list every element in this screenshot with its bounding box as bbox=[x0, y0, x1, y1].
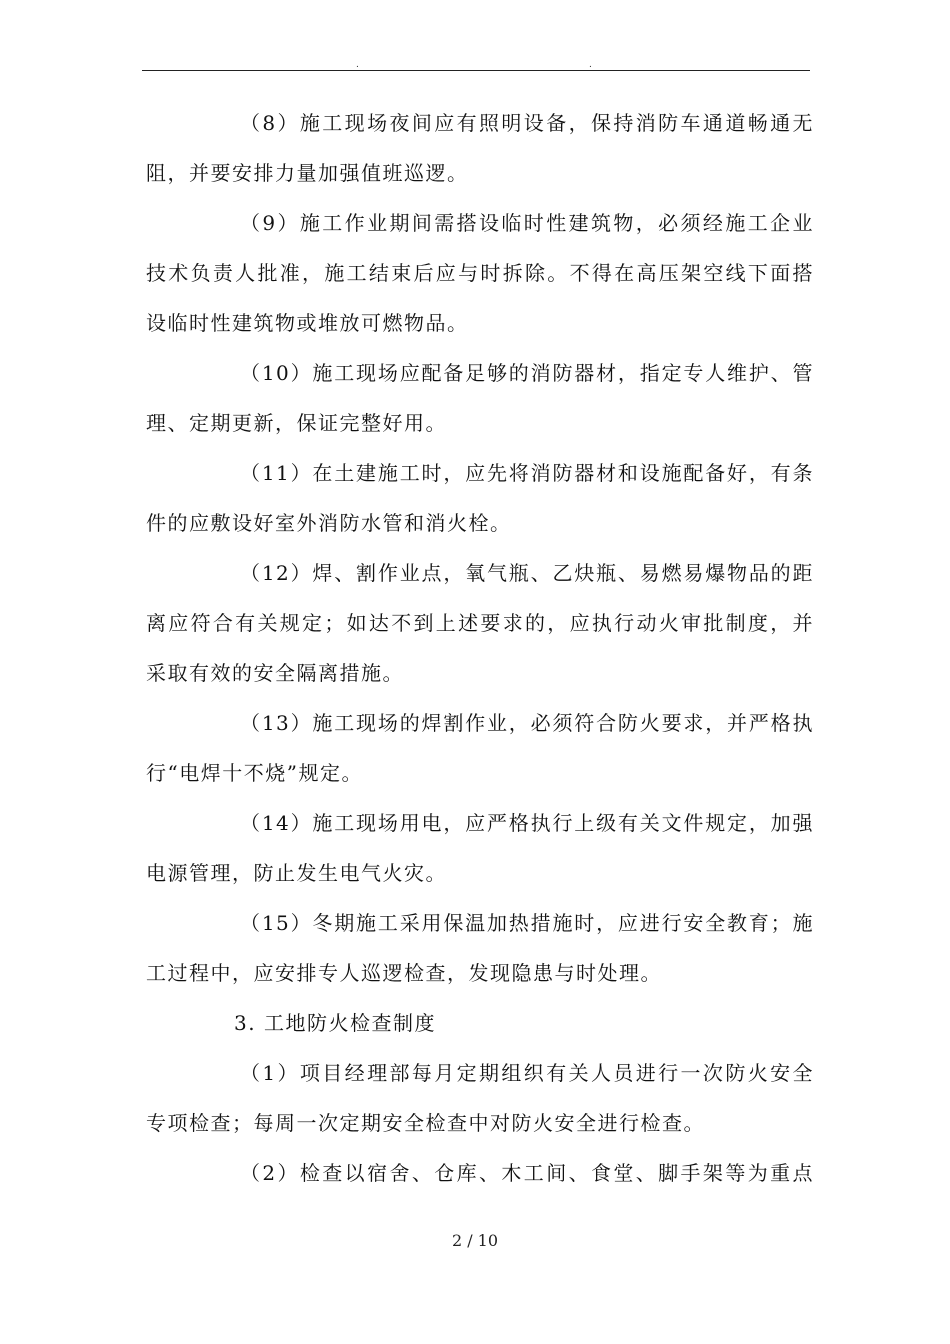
paragraph-10-line-2: 理、定期更新，保证完整好用。 bbox=[146, 411, 447, 435]
section-paragraph-2-line-1: （2）检查以宿舍、仓库、木工间、食堂、脚手架等为重点 bbox=[240, 1161, 814, 1185]
page-number: 2 / 10 bbox=[451, 1231, 499, 1250]
section-paragraph-1-line-1: （1）项目经理部每月定期组织有关人员进行一次防火安全 bbox=[240, 1061, 814, 1085]
paragraph-14-line-1: （14）施工现场用电，应严格执行上级有关文件规定，加强 bbox=[240, 811, 814, 835]
paragraph-9-line-3: 设临时性建筑物或堆放可燃物品。 bbox=[146, 311, 469, 335]
paragraph-12-line-2: 离应符合有关规定；如达不到上述要求的，应执行动火审批制度，并 bbox=[146, 611, 814, 635]
section-paragraph-1-line-2: 专项检查；每周一次定期安全检查中对防火安全进行检查。 bbox=[146, 1111, 705, 1135]
header-rule bbox=[142, 70, 810, 71]
paragraph-11-line-1: （11）在土建施工时，应先将消防器材和设施配备好，有条 bbox=[240, 461, 814, 485]
paragraph-15-line-2: 工过程中，应安排专人巡逻检查，发现隐患与时处理。 bbox=[146, 961, 662, 985]
paragraph-12-line-3: 采取有效的安全隔离措施。 bbox=[146, 661, 404, 685]
paragraph-13-line-1: （13）施工现场的焊割作业，必须符合防火要求，并严格执 bbox=[240, 711, 814, 735]
paragraph-8-line-1: （8）施工现场夜间应有照明设备，保持消防车通道畅通无 bbox=[240, 111, 814, 135]
paragraph-9-line-2: 技术负责人批准，施工结束后应与时拆除。不得在高压架空线下面搭 bbox=[146, 261, 814, 285]
paragraph-10-line-1: （10）施工现场应配备足够的消防器材，指定专人维护、管 bbox=[240, 361, 814, 385]
section-heading: 3. 工地防火检查制度 bbox=[234, 1011, 436, 1035]
paragraph-15-line-1: （15）冬期施工采用保温加热措施时，应进行安全教育；施 bbox=[240, 911, 814, 935]
header-dot-left: . bbox=[356, 60, 359, 70]
paragraph-8-line-2: 阻，并要安排力量加强值班巡逻。 bbox=[146, 161, 469, 185]
paragraph-13-line-2: 行“电焊十不烧”规定。 bbox=[146, 761, 363, 785]
paragraph-9-line-1: （9）施工作业期间需搭设临时性建筑物，必须经施工企业 bbox=[240, 211, 814, 235]
paragraph-14-line-2: 电源管理，防止发生电气火灾。 bbox=[146, 861, 447, 885]
paragraph-11-line-2: 件的应敷设好室外消防水管和消火栓。 bbox=[146, 511, 512, 535]
header-dot-right: . bbox=[589, 60, 592, 70]
body-text bbox=[146, 98, 814, 1198]
paragraph-12-line-1: （12）焊、割作业点，氧气瓶、乙炔瓶、易燃易爆物品的距 bbox=[240, 561, 814, 585]
